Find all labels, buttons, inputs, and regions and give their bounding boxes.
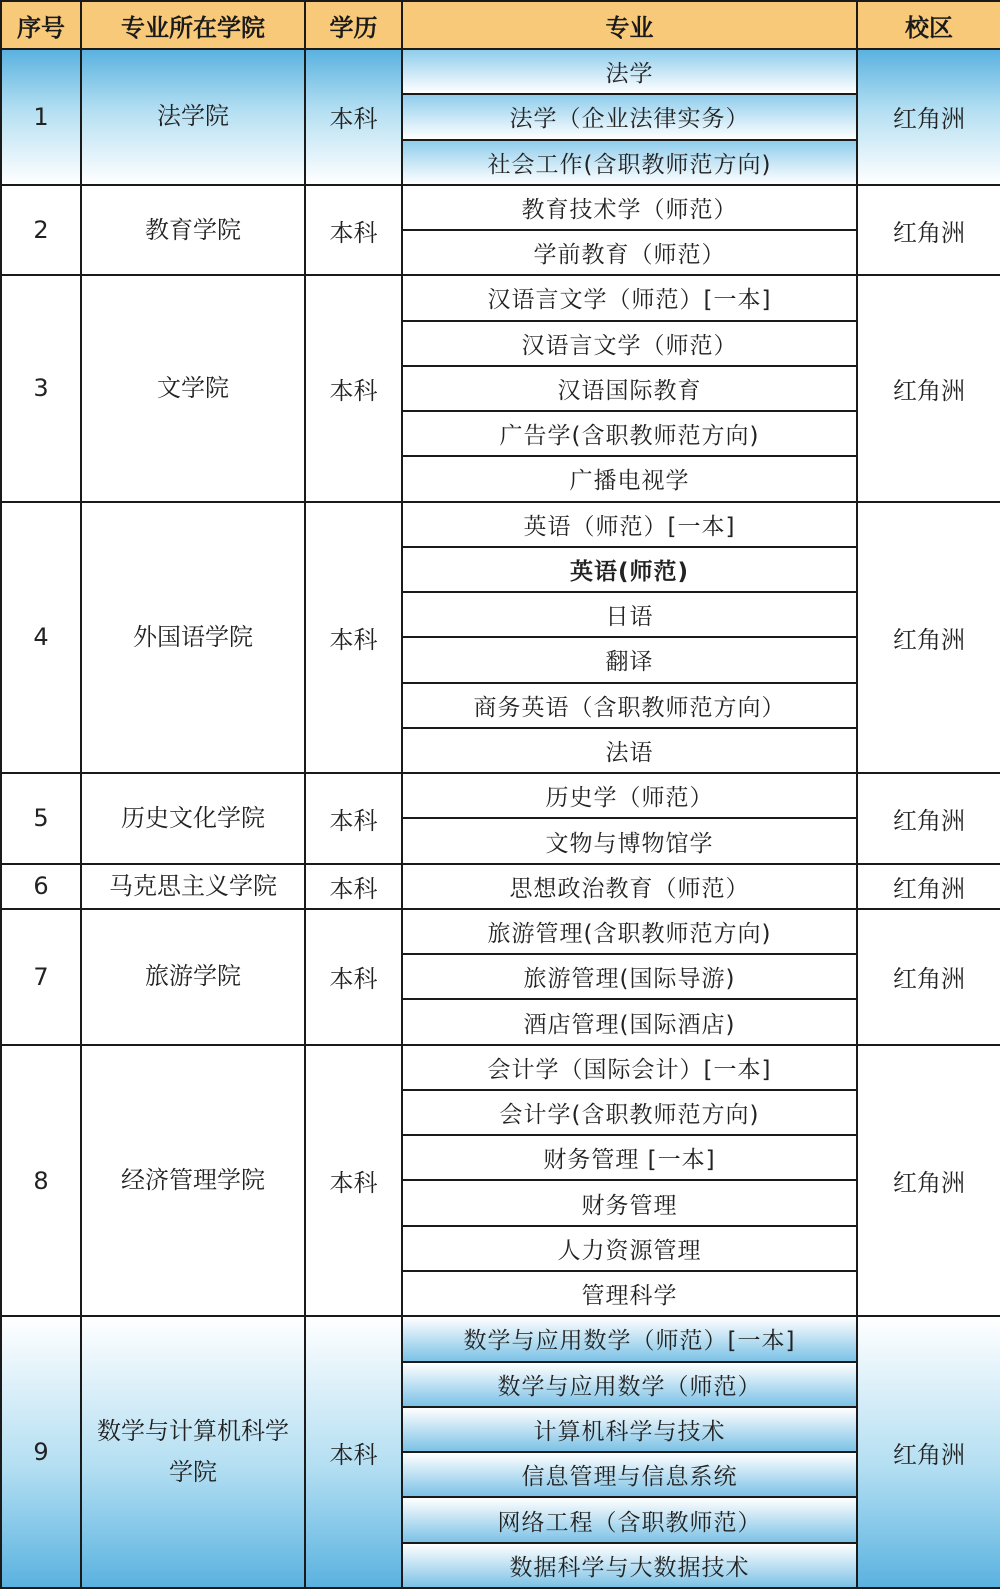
major-name: 会计学(含职教师范方向) — [402, 1090, 857, 1135]
major-name: 数据科学与大数据技术 — [402, 1543, 857, 1588]
major-name: 英语(师范) — [402, 547, 857, 592]
major-name: 日语 — [402, 592, 857, 637]
major-name: 教育技术学（师范） — [402, 185, 857, 230]
major-name: 文物与博物馆学 — [402, 818, 857, 863]
group-1 — [1, 49, 1000, 185]
major-name: 翻译 — [402, 637, 857, 682]
group-2 — [1, 185, 1000, 276]
table-row — [1, 185, 1000, 230]
degree: 本科 — [305, 773, 402, 864]
major-name: 人力资源管理 — [402, 1226, 857, 1271]
degree: 本科 — [305, 1045, 402, 1317]
major-name: 会计学（国际会计）[一本] — [402, 1045, 857, 1090]
major-name: 旅游管理(国际导游) — [402, 954, 857, 999]
row-number: 3 — [1, 275, 81, 501]
campus: 红角洲 — [857, 909, 1000, 1045]
campus: 红角洲 — [857, 1316, 1000, 1588]
table-row — [1, 909, 1000, 954]
major-name: 法学 — [402, 49, 857, 94]
college-name: 马克思主义学院 — [81, 864, 305, 909]
major-name: 社会工作(含职教师范方向) — [402, 140, 857, 185]
group-7 — [1, 909, 1000, 1045]
major-name: 商务英语（含职教师范方向） — [402, 683, 857, 728]
table-row — [1, 502, 1000, 547]
major-name: 广告学(含职教师范方向) — [402, 411, 857, 456]
major-name: 历史学（师范） — [402, 773, 857, 818]
college-name: 外国语学院 — [81, 502, 305, 774]
table-row — [1, 49, 1000, 94]
major-name: 思想政治教育（师范） — [402, 864, 857, 909]
college-name: 教育学院 — [81, 185, 305, 276]
college-name: 文学院 — [81, 275, 305, 501]
table-row — [1, 1316, 1000, 1361]
table-row — [1, 864, 1000, 909]
degree: 本科 — [305, 275, 402, 501]
degree: 本科 — [305, 185, 402, 276]
header-campus: 校区 — [857, 1, 1000, 49]
major-name: 旅游管理(含职教师范方向) — [402, 909, 857, 954]
major-name: 法语 — [402, 728, 857, 773]
group-4 — [1, 502, 1000, 774]
row-number: 2 — [1, 185, 81, 276]
college-name: 经济管理学院 — [81, 1045, 305, 1317]
group-5 — [1, 773, 1000, 864]
campus: 红角洲 — [857, 864, 1000, 909]
group-8 — [1, 1045, 1000, 1317]
major-name: 网络工程（含职教师范） — [402, 1497, 857, 1542]
group-6 — [1, 864, 1000, 909]
group-3 — [1, 275, 1000, 501]
college-name: 法学院 — [81, 49, 305, 185]
degree: 本科 — [305, 1316, 402, 1588]
major-name: 汉语言文学（师范）[一本] — [402, 275, 857, 320]
campus: 红角洲 — [857, 185, 1000, 276]
row-number: 6 — [1, 864, 81, 909]
degree: 本科 — [305, 909, 402, 1045]
major-name: 酒店管理(国际酒店) — [402, 999, 857, 1044]
campus: 红角洲 — [857, 1045, 1000, 1317]
header-no: 序号 — [1, 1, 81, 49]
header-major: 专业 — [402, 1, 857, 49]
major-name: 财务管理 [一本] — [402, 1135, 857, 1180]
row-number: 9 — [1, 1316, 81, 1588]
row-number: 7 — [1, 909, 81, 1045]
row-number: 4 — [1, 502, 81, 774]
degree: 本科 — [305, 502, 402, 774]
table-row — [1, 773, 1000, 818]
major-name: 法学（企业法律实务） — [402, 94, 857, 139]
major-name: 数学与应用数学（师范）[一本] — [402, 1316, 857, 1361]
college-name: 历史文化学院 — [81, 773, 305, 864]
campus: 红角洲 — [857, 275, 1000, 501]
major-name: 管理科学 — [402, 1271, 857, 1316]
group-9 — [1, 1316, 1000, 1588]
college-name: 旅游学院 — [81, 909, 305, 1045]
major-name: 数学与应用数学（师范） — [402, 1362, 857, 1407]
header-college: 专业所在学院 — [81, 1, 305, 49]
row-number: 8 — [1, 1045, 81, 1317]
major-name: 计算机科学与技术 — [402, 1407, 857, 1452]
row-number: 5 — [1, 773, 81, 864]
degree: 本科 — [305, 49, 402, 185]
campus: 红角洲 — [857, 49, 1000, 185]
major-name: 学前教育（师范） — [402, 230, 857, 275]
row-number: 1 — [1, 49, 81, 185]
major-name: 英语（师范）[一本] — [402, 502, 857, 547]
header-degree: 学历 — [305, 1, 402, 49]
major-name: 汉语国际教育 — [402, 366, 857, 411]
campus: 红角洲 — [857, 773, 1000, 864]
table-row — [1, 1045, 1000, 1090]
table-header-row — [1, 1, 1000, 49]
major-name: 广播电视学 — [402, 456, 857, 501]
campus: 红角洲 — [857, 502, 1000, 774]
major-name: 财务管理 — [402, 1180, 857, 1225]
major-name: 信息管理与信息系统 — [402, 1452, 857, 1497]
major-name: 汉语言文学（师范） — [402, 321, 857, 366]
table-row — [1, 275, 1000, 320]
college-name: 数学与计算机科学学院 — [81, 1316, 305, 1588]
degree: 本科 — [305, 864, 402, 909]
